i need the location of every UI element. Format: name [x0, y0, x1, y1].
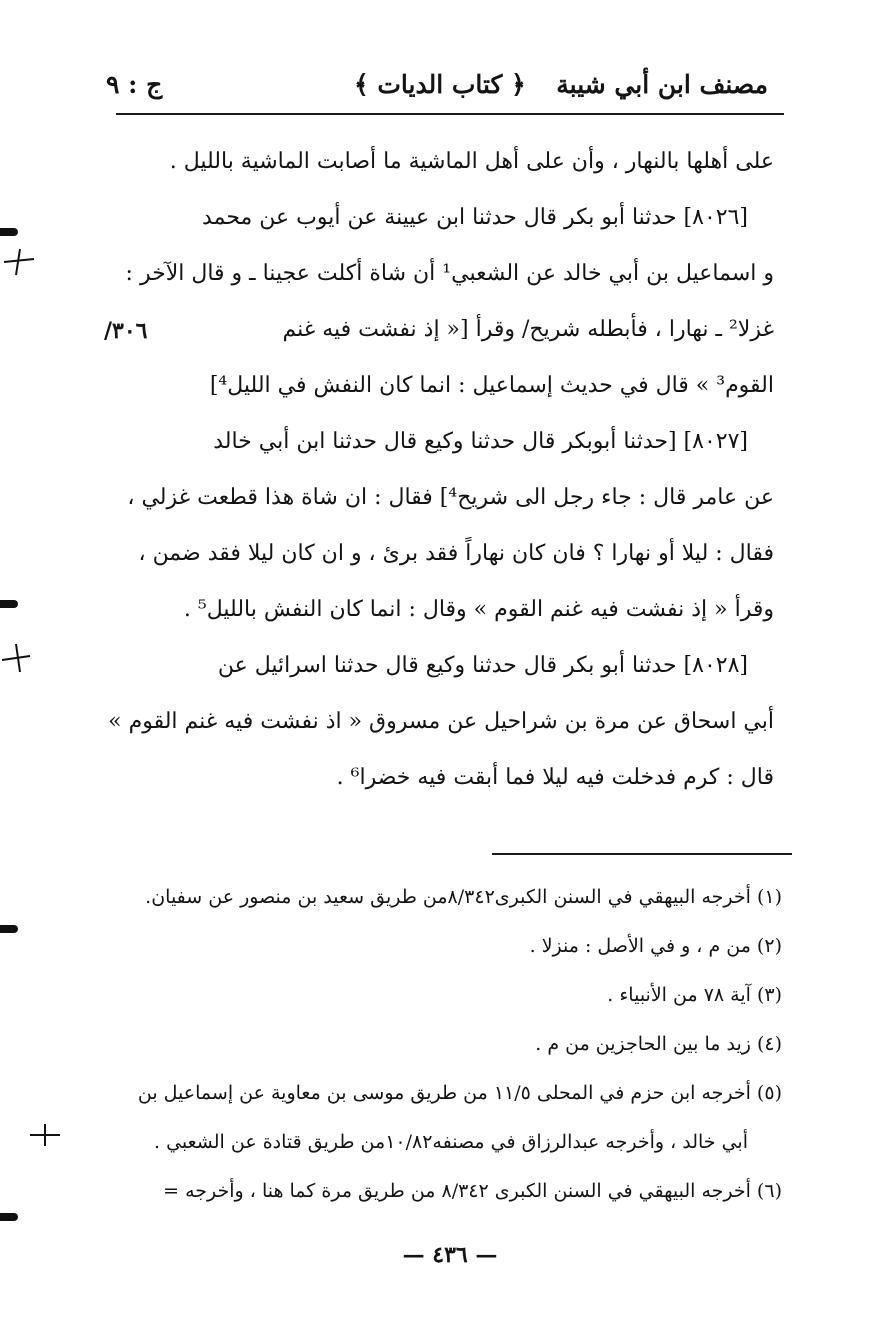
- text-line: القوم³ » قال في حديث إسماعيل : انما كان النفش في الليل⁴]: [209, 373, 774, 398]
- text-line: غزلا² ـ نهارا ، فأبطله شريح/ وقرأ [« إذ نفشت فيه غنم: [282, 317, 774, 342]
- footnote: (٦) أخرجه البيهقي في السنن الكبرى ٨/٣٤٢ من طريق مرة كما هنا ، وأخرجه =: [163, 1180, 782, 1202]
- text-line: على أهلها بالنهار ، وأن على أهل الماشية ما أصابت الماشية بالليل .: [169, 149, 774, 174]
- binding-star-mark: [28, 1118, 62, 1152]
- text-line: و اسماعيل بن أبي خالد عن الشعبي¹ أن شاة أكلت عجينا ـ و قال الآخر :: [125, 261, 774, 286]
- binding-mark: [0, 1213, 18, 1221]
- binding-mark: [0, 925, 18, 933]
- text-line: قال : كرم فدخلت فيه ليلا فما أبقت فيه خضرا⁶ .: [336, 765, 774, 790]
- chapter-title: ﴿ كتاب الديات ﴾: [354, 70, 526, 99]
- text-line: [٨٠٢٧] [حدثنا أبوبكر قال حدثنا وكيع قال حدثنا ابن أبي خالد: [213, 429, 748, 454]
- header-divider: [116, 113, 784, 115]
- page-header: [96, 66, 776, 110]
- binding-star-mark: [2, 245, 36, 279]
- text-line: فقال : ليلا أو نهارا ؟ فان كان نهاراً فقد برئ ، و ان كان ليلا فقد ضمن ،: [138, 541, 774, 566]
- volume-number: ج : ٩: [106, 70, 163, 99]
- binding-star-mark: [0, 640, 34, 674]
- book-title: مصنف ابن أبي شيبة: [556, 70, 768, 99]
- footnotes: [108, 874, 782, 1217]
- footnote-continuation: أبي خالد ، وأخرجه عبدالرزاق في مصنفه١٠/٨٢من طريق قتادة عن الشعبي .: [153, 1131, 748, 1153]
- footnote-divider: [492, 853, 792, 855]
- footnote: (٤) زيد ما بين الحاجزين من م .: [535, 1033, 782, 1055]
- footnote: (٥) أخرجه ابن حزم في المحلى ١١/٥ من طريق موسى بن معاوية عن إسماعيل بن: [137, 1082, 782, 1104]
- text-line: أبي اسحاق عن مرة بن شراحيل عن مسروق « اذ نفشت فيه غنم القوم »: [108, 709, 774, 734]
- binding-mark: [0, 228, 18, 236]
- manuscript-page-ref: ٣٠٦/: [104, 318, 148, 344]
- text-line: وقرأ « إذ نفشت فيه غنم القوم » وقال : انما كان النفش بالليل⁵ .: [183, 597, 774, 622]
- footnote: (٢) من م ، و في الأصل : منزلا .: [529, 935, 782, 957]
- footnote: (١) أخرجه البيهقي في السنن الكبرى٨/٣٤٢من طريق سعيد بن منصور عن سفيان.: [145, 886, 782, 908]
- footnote: (٣) آية ٧٨ من الأنبياء .: [607, 984, 782, 1006]
- binding-mark: [0, 600, 18, 608]
- text-line: [٨٠٢٨] حدثنا أبو بكر قال حدثنا وكيع قال حدثنا اسرائيل عن: [217, 653, 748, 678]
- text-line: عن عامر قال : جاء رجل الى شريح⁴] فقال : ان شاة هذا قطعت غزلي ،: [127, 485, 774, 510]
- page-number: — ٤٣٦ —: [402, 1242, 498, 1268]
- main-text: [104, 136, 774, 808]
- text-line: [٨٠٢٦] حدثنا أبو بكر قال حدثنا ابن عيينة عن أيوب عن محمد: [202, 205, 748, 230]
